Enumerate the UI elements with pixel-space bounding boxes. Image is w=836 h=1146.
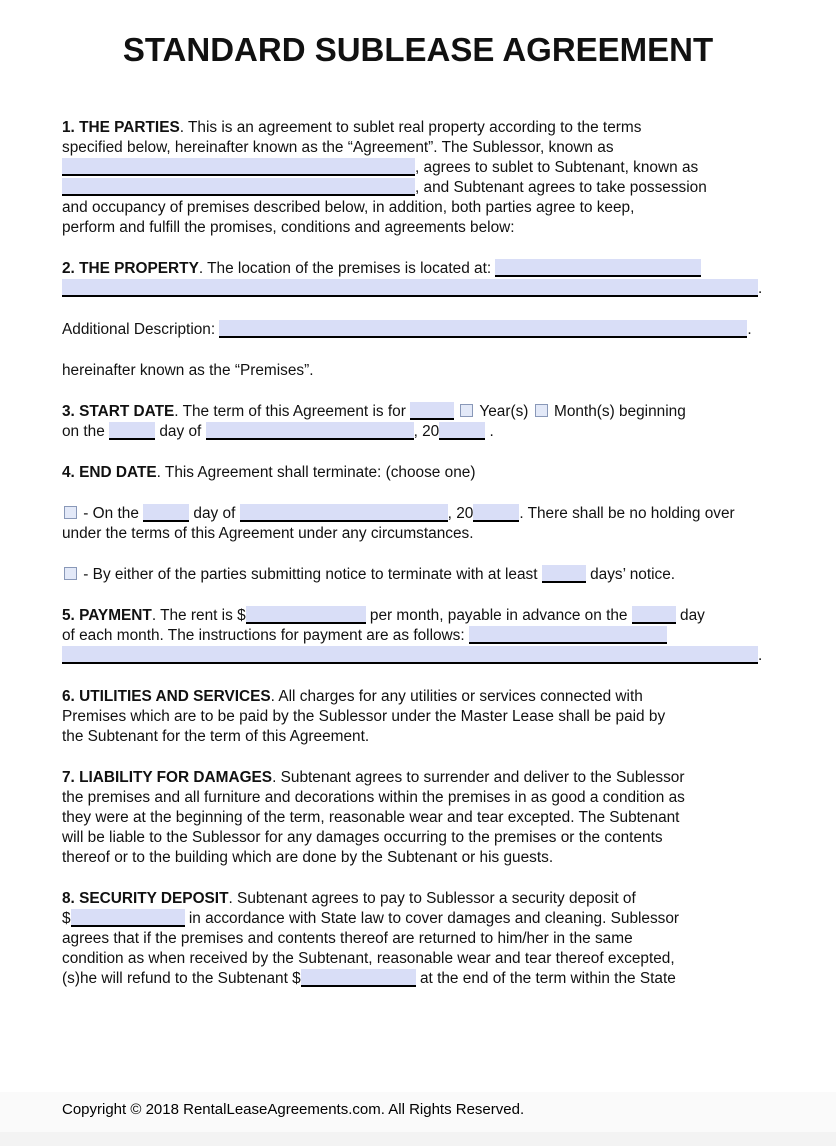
footer-strip — [0, 1132, 836, 1146]
text-run: the Subtenant for the term of this Agreement. — [62, 728, 370, 745]
text-run: on the — [62, 423, 110, 440]
sublessor-name-field[interactable] — [62, 158, 415, 176]
section-4-end-date — [62, 463, 794, 483]
text-run: day of — [189, 505, 240, 522]
payment-instructions-continued-field[interactable] — [62, 646, 758, 664]
month-checkbox[interactable] — [535, 404, 548, 417]
rent-due-day-field[interactable] — [632, 606, 676, 624]
text-run: in accordance with State law to cover damages and cleaning. Sublessor — [184, 910, 680, 927]
section-7-liability-for-damages — [62, 768, 794, 868]
text-run: , 20 — [447, 505, 474, 522]
text-run: at the end of the term within the State — [415, 970, 676, 987]
section-6-utilities-and-services — [62, 687, 794, 747]
notice-days-field[interactable] — [542, 565, 586, 583]
term-length-field[interactable] — [410, 402, 454, 420]
text-run: Year(s) — [475, 403, 533, 420]
text-run: condition as when received by the Subtenant, reasonable wear and tear thereof excepted, — [62, 950, 675, 967]
copyright-text: Copyright © 2018 RentalLeaseAgreements.com. All Rights Reserved. — [62, 1101, 525, 1118]
section-heading: 1. THE PARTIES — [62, 119, 180, 136]
section-1-the-parties — [62, 118, 794, 238]
text-run: thereof or to the building which are done by the Subtenant or his guests. — [62, 849, 554, 866]
end-month-field[interactable] — [240, 504, 448, 522]
security-deposit-amount-field[interactable] — [71, 909, 185, 927]
text-run: day of — [155, 423, 206, 440]
text-run: Additional Description: — [62, 321, 220, 338]
text-run — [454, 403, 458, 420]
text-run: will be liable to the Sublessor for any damages occurring to the premises or the contents — [62, 829, 663, 846]
text-run: agrees that if the premises and contents thereof are returned to him/her in the same — [62, 930, 633, 947]
text-run: . The term of this Agreement is for — [174, 403, 411, 420]
section-8-security-deposit — [62, 889, 794, 989]
end-date-option-notice — [62, 565, 794, 585]
text-run: . This Agreement shall terminate: (choose one) — [156, 464, 476, 481]
start-month-field[interactable] — [206, 422, 414, 440]
text-run: Premises which are to be paid by the Sublessor under the Master Lease shall be paid by — [62, 708, 666, 725]
end-year-field[interactable] — [473, 504, 519, 522]
text-run: , 20 — [413, 423, 440, 440]
text-run: . — [485, 423, 494, 440]
notice-termination-checkbox[interactable] — [64, 567, 77, 580]
start-year-field[interactable] — [439, 422, 485, 440]
text-run: . All charges for any utilities or services connected with — [270, 688, 643, 705]
premises-clause — [62, 361, 794, 381]
section-heading: 2. THE PROPERTY — [62, 260, 199, 277]
text-run: - By either of the parties submitting notice to terminate with at least — [79, 566, 542, 583]
text-run: . The rent is $ — [151, 607, 246, 624]
text-run: hereinafter known as the “Premises”. — [62, 362, 314, 379]
text-run: . — [747, 321, 752, 338]
text-run: . This is an agreement to sublet real property according to the terms — [179, 119, 642, 136]
subtenant-name-field[interactable] — [62, 178, 415, 196]
end-date-option-fixed — [62, 504, 794, 544]
footer — [0, 1092, 836, 1146]
section-heading: 7. LIABILITY FOR DAMAGES — [62, 769, 273, 786]
property-address-continued-field[interactable] — [62, 279, 758, 297]
rent-amount-field[interactable] — [246, 606, 366, 624]
text-run: day — [675, 607, 705, 624]
section-heading: 6. UTILITIES AND SERVICES — [62, 688, 271, 705]
text-run: . There shall be no holding over — [519, 505, 735, 522]
text-run: , agrees to sublet to Subtenant, known as — [415, 159, 699, 176]
text-run: (s)he will refund to the Subtenant $ — [62, 970, 301, 987]
text-run: they were at the beginning of the term, reasonable wear and tear excepted. The Subtenant — [62, 809, 680, 826]
document-body — [62, 118, 794, 989]
text-run: per month, payable in advance on the — [365, 607, 632, 624]
text-run: under the terms of this Agreement under any circumstances. — [62, 525, 474, 542]
start-day-field[interactable] — [109, 422, 155, 440]
text-run: the premises and all furniture and decorations within the premises in as good a condition as — [62, 789, 685, 806]
section-heading: 3. START DATE — [62, 403, 175, 420]
additional-description-field[interactable] — [219, 320, 747, 338]
text-run: . Subtenant agrees to pay to Sublessor a security deposit of — [228, 890, 636, 907]
text-run: of each month. The instructions for payment are as follows: — [62, 627, 469, 644]
text-run: specified below, hereinafter known as the “Agreement”. The Sublessor, known as — [62, 139, 614, 156]
text-run: days’ notice. — [585, 566, 676, 583]
year-checkbox[interactable] — [460, 404, 473, 417]
end-day-field[interactable] — [143, 504, 189, 522]
section-3-start-date — [62, 402, 794, 442]
section-5-payment — [62, 606, 794, 666]
text-run: . — [758, 647, 763, 664]
text-run: , and Subtenant agrees to take possession — [415, 179, 707, 196]
additional-description — [62, 320, 794, 340]
text-run: perform and fulfill the promises, conditions and agreements below: — [62, 219, 515, 236]
text-run: - On the — [79, 505, 144, 522]
fixed-end-date-checkbox[interactable] — [64, 506, 77, 519]
section-2-the-property — [62, 259, 794, 299]
payment-instructions-field[interactable] — [469, 626, 667, 644]
section-heading: 4. END DATE — [62, 464, 157, 481]
property-address-field[interactable] — [495, 259, 701, 277]
text-run: $ — [62, 910, 71, 927]
text-run: . Subtenant agrees to surrender and deliver to the Sublessor — [272, 769, 685, 786]
text-run: . — [758, 280, 763, 297]
section-heading: 5. PAYMENT — [62, 607, 152, 624]
text-run: . The location of the premises is located at: — [198, 260, 496, 277]
text-run: and occupancy of premises described below, in addition, both parties agree to keep, — [62, 199, 635, 216]
refund-amount-field[interactable] — [301, 969, 416, 987]
text-run: Month(s) beginning — [549, 403, 686, 420]
section-heading: 8. SECURITY DEPOSIT — [62, 890, 229, 907]
page-title: STANDARD SUBLEASE AGREEMENT — [122, 31, 714, 68]
